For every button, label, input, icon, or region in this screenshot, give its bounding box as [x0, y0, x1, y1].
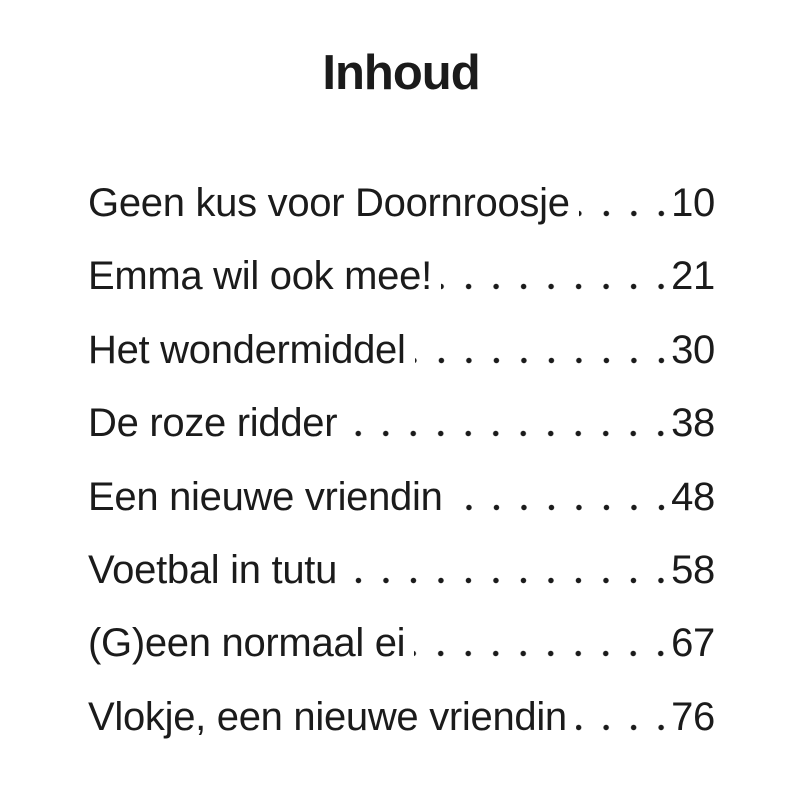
page-number: 10 — [671, 181, 715, 225]
chapter-title: Voetbal in tutu — [88, 547, 338, 592]
page-number: 30 — [671, 327, 715, 372]
dot-leader — [441, 240, 666, 313]
chapter-title: De roze ridder — [88, 401, 338, 446]
toc-entry — [88, 607, 715, 680]
toc-entry — [88, 314, 715, 387]
table-of-contents — [88, 167, 715, 754]
page-number: 21 — [671, 254, 715, 299]
dot-leader — [452, 461, 666, 534]
page-number: 67 — [671, 621, 715, 666]
dot-leader — [346, 534, 666, 607]
toc-entry — [88, 534, 715, 607]
toc-entry — [88, 240, 715, 313]
dot-leader — [415, 314, 666, 387]
dot-leader — [579, 167, 666, 240]
chapter-title: Vlokje, een nieuwe vriendin — [88, 694, 567, 739]
chapter-title: (G)een normaal ei — [88, 621, 406, 666]
toc-entry — [88, 681, 715, 754]
page-title: Inhoud — [322, 46, 480, 100]
dot-leader — [346, 387, 666, 460]
page-number: 38 — [671, 401, 715, 446]
chapter-title: Geen kus voor Doornroosje — [88, 181, 570, 225]
page-number: 58 — [671, 547, 715, 592]
chapter-title: Een nieuwe vriendin — [88, 474, 443, 519]
dot-leader — [414, 607, 666, 680]
toc-entry — [88, 461, 715, 534]
toc-entry — [88, 387, 715, 460]
page-number: 76 — [671, 694, 715, 739]
chapter-title: Emma wil ook mee! — [88, 254, 432, 299]
toc-entry — [88, 167, 715, 240]
chapter-title: Het wondermiddel — [88, 327, 406, 372]
page-number: 48 — [671, 474, 715, 519]
dot-leader — [576, 681, 666, 754]
